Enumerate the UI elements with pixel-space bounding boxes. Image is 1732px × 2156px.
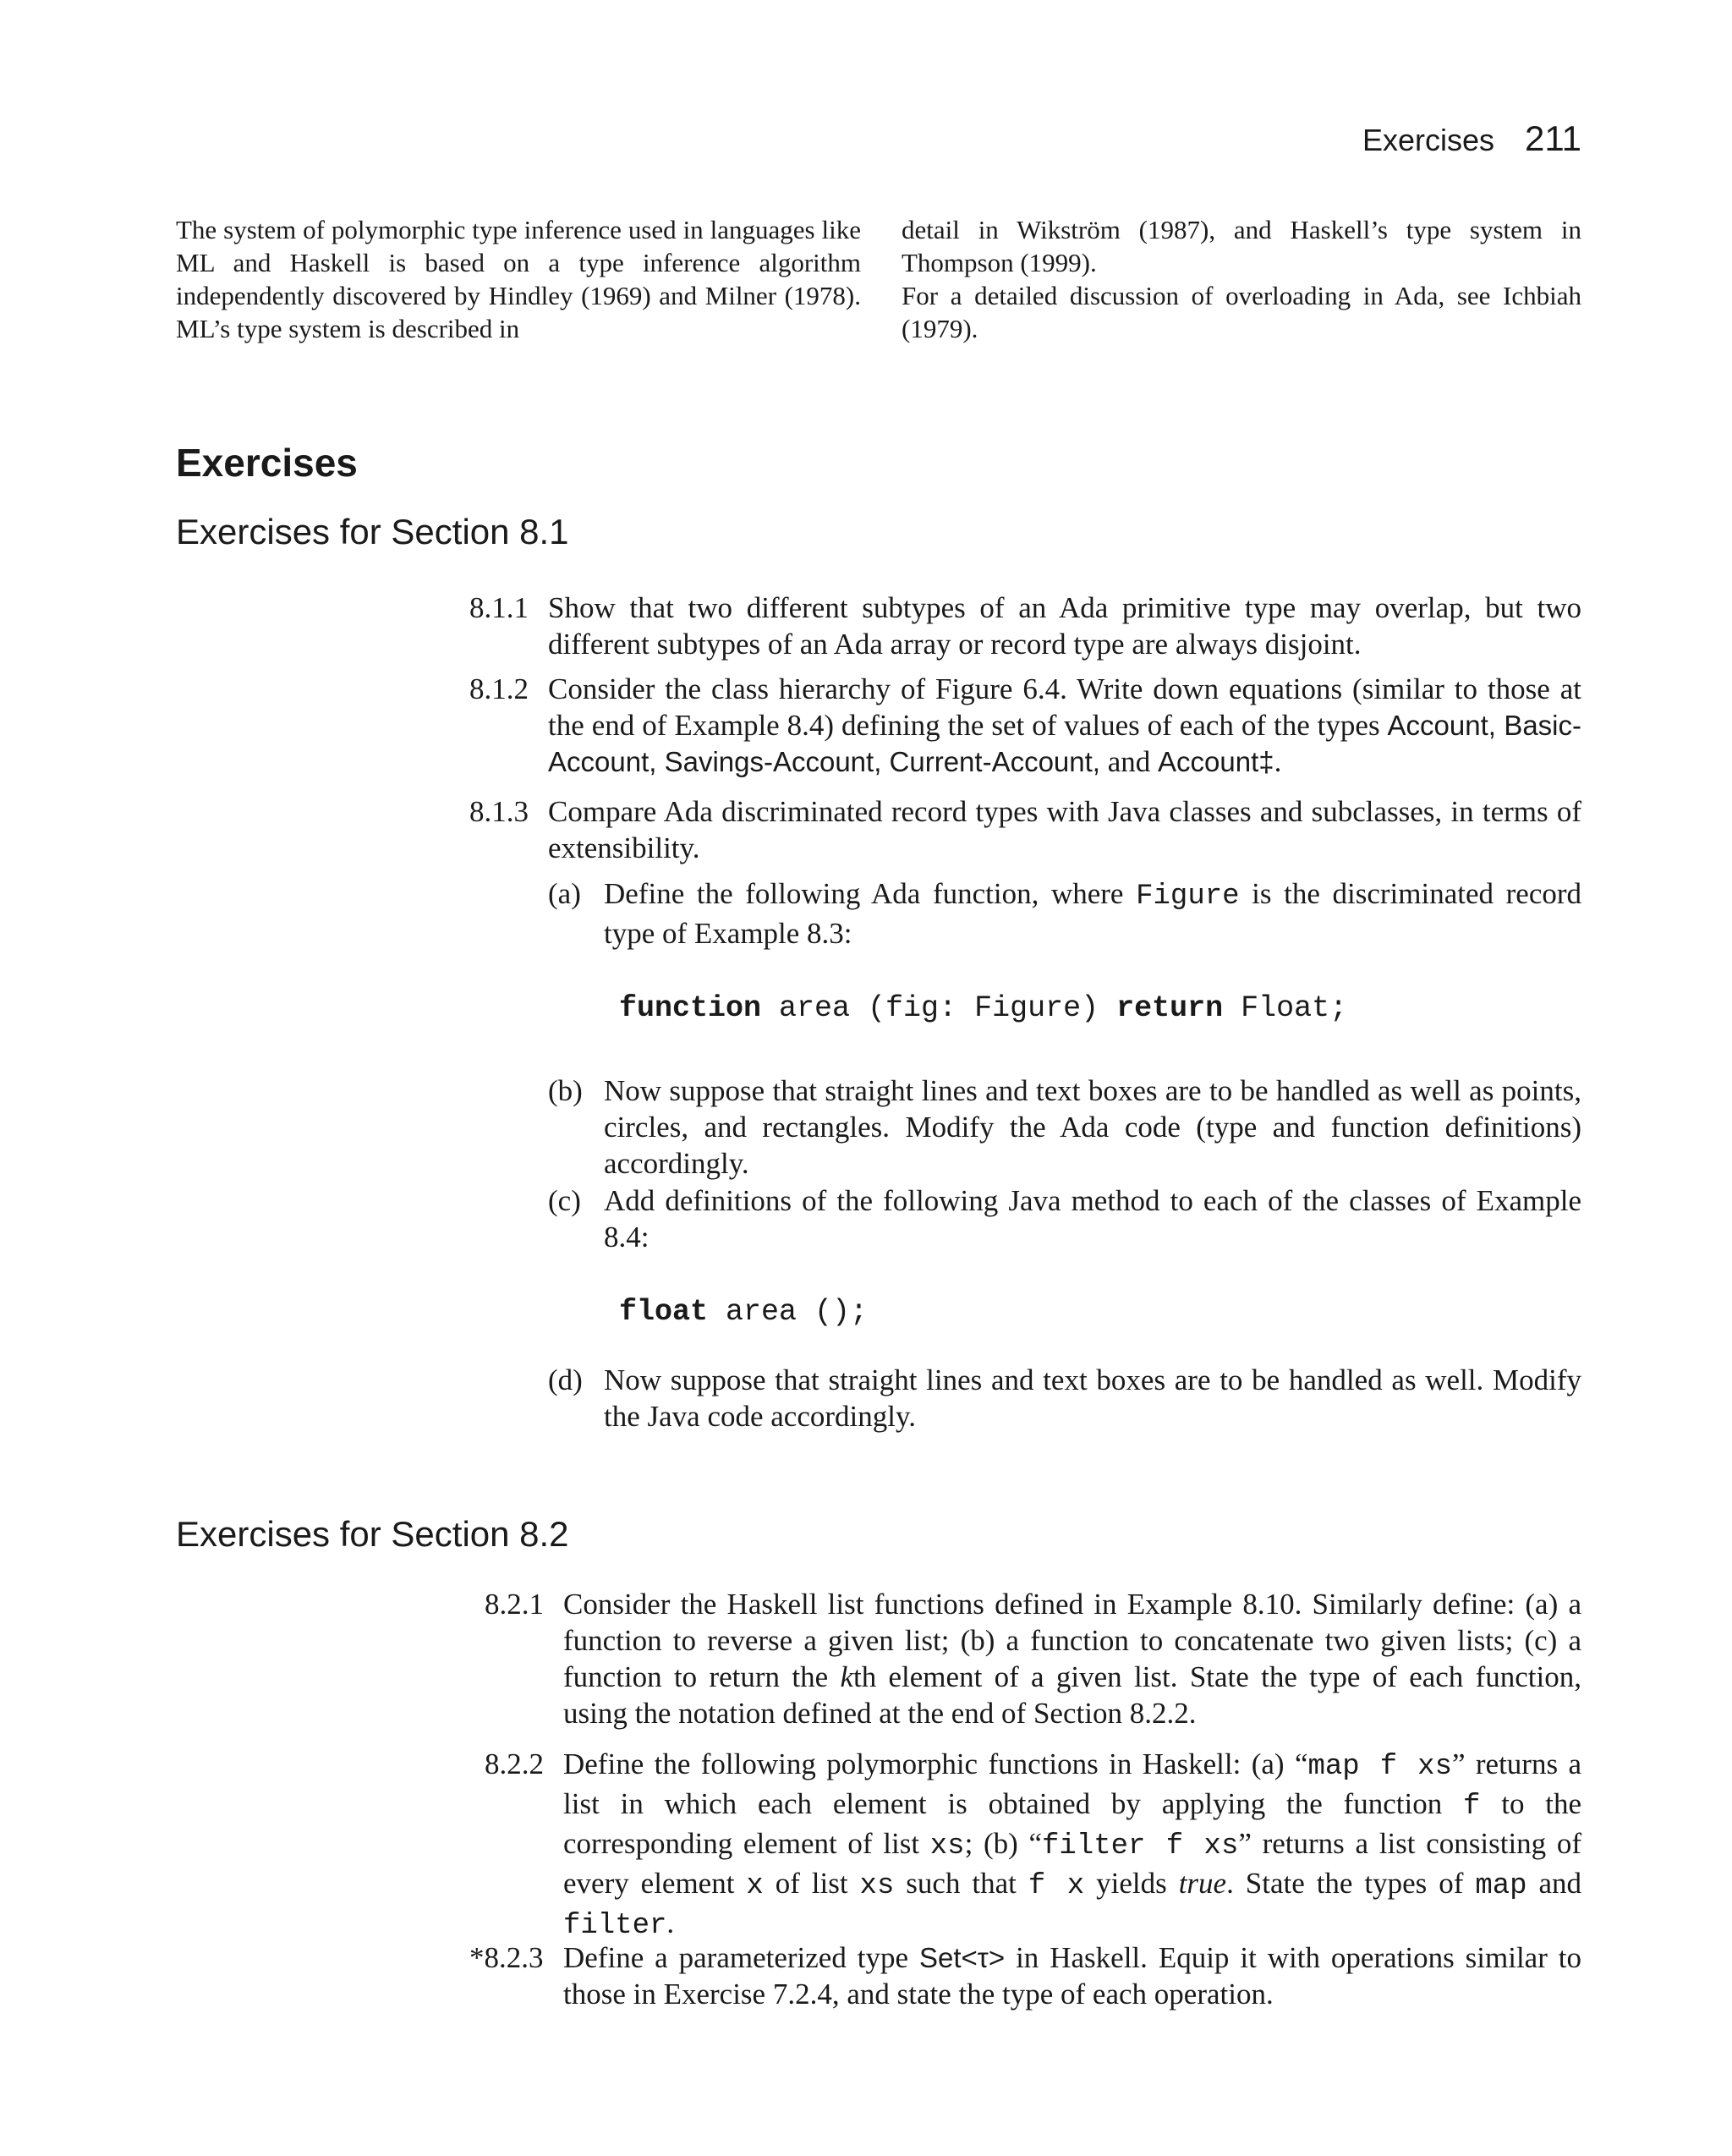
running-head <box>1099 118 1581 159</box>
type-names: Account, Basic-Account, Savings-Account, Current-Account, <box>548 710 1581 777</box>
page-number: 211 <box>1525 118 1581 158</box>
inline-code: x <box>746 1870 764 1902</box>
bibliography-paragraph: The system of polymorphic type inference used in languages like ML and Haskell is based on a type inference algorithm independently discovered by Hindley (1969) and Milner (1978). ML’s type system is described in <box>176 215 861 343</box>
exercise-text: Compare Ada discriminated record types with Java classes and subclasses, in terms of extensibility. <box>548 795 1581 864</box>
keyword: function <box>619 991 762 1025</box>
exercise-text: Define a parameterized type <box>563 1941 909 1974</box>
code-text: area (fig: Figure) <box>761 991 1117 1025</box>
exercise-text: and <box>1538 1867 1582 1900</box>
inline-code: map <box>1475 1870 1527 1902</box>
subpart-text: Now suppose that straight lines and text boxes are to be handled as well. Modify the Java code accordingly. <box>604 1363 1581 1433</box>
inline-code: f x <box>1028 1870 1085 1902</box>
sentence-end: . <box>1274 745 1282 778</box>
inline-code: map f xs <box>1307 1751 1452 1783</box>
inline-code: xs <box>859 1870 895 1902</box>
subpart-label: (d) <box>548 1363 583 1396</box>
keyword: return <box>1116 991 1224 1025</box>
exercise-8-1-2 <box>469 671 1581 780</box>
subpart-text: Add definitions of the following Java method to each of the classes of Example 8.4: <box>604 1184 1581 1254</box>
bibliography-paragraph: detail in Wikström (1987), and Haskell’s type system in Thompson (1999). <box>902 215 1581 277</box>
exercise-number: 8.2.2 <box>485 1747 544 1780</box>
inline-code: f <box>1463 1791 1481 1823</box>
inline-code: Figure <box>1136 881 1240 913</box>
exercise-8-2-2 <box>485 1746 1582 1945</box>
exercise-text: ” returns a list consisting of every element <box>563 1827 1582 1900</box>
subpart-text: Now suppose that straight lines and text boxes are to be handled as well as points, circles, and rectangles. Modify the Ada code (type and function definitions) accordingly. <box>604 1074 1581 1180</box>
subpart-b <box>548 1073 1581 1182</box>
exercise-text: Define the following polymorphic functions in Haskell: (a) “ <box>563 1747 1308 1780</box>
conjunction: and <box>1107 745 1151 778</box>
subpart-label: (b) <box>548 1074 583 1107</box>
exercise-text: yields <box>1096 1867 1167 1900</box>
subpart-a <box>548 875 1582 952</box>
exercise-number: 8.1.1 <box>469 591 529 624</box>
subpart-label: (a) <box>548 877 581 910</box>
exercise-text: of list <box>775 1867 848 1900</box>
bibliography-paragraph: For a detailed discussion of overloading in Ada, see Ichbiah (1979). <box>902 281 1581 343</box>
exercises-heading: Exercises <box>176 441 358 485</box>
bibliography-right-column <box>902 213 1581 345</box>
exercise-number: 8.1.3 <box>469 795 529 828</box>
exercise-text: in Haskell. Equip it with operations similar to those in Exercise 7.2.4, and state the type of each operation. <box>563 1941 1582 2011</box>
inline-code: filter f xs <box>1042 1830 1239 1862</box>
code-text: Float; <box>1223 991 1348 1025</box>
section-heading: Exercises for Section 8.2 <box>176 1514 569 1554</box>
math-variable: k <box>840 1660 853 1693</box>
exercise-text: to the corresponding element of list <box>563 1787 1582 1860</box>
code-listing <box>619 990 1347 1027</box>
exercise-text: . State the types of <box>1226 1867 1464 1900</box>
exercise-number: 8.2.1 <box>485 1588 544 1621</box>
subpart-text: Define the following Ada function, where <box>604 877 1124 910</box>
exercise-text: such that <box>906 1867 1017 1900</box>
exercise-text: Consider the class hierarchy of Figure 6.4. Write down equations (similar to those at the end of Example 8.4) defining the set of values of each of the types <box>548 672 1581 742</box>
keyword: float <box>619 1295 709 1329</box>
exercise-number: 8.1.2 <box>469 672 529 705</box>
exercise-text: ; (b) “ <box>964 1827 1043 1860</box>
subpart-text: is the discriminated record type of Example 8.3: <box>604 877 1582 950</box>
exercise-text: . <box>666 1906 675 1939</box>
code-text: area (); <box>708 1295 869 1329</box>
code-listing <box>619 1294 868 1330</box>
inline-code: xs <box>929 1830 965 1862</box>
type-name: Account‡ <box>1158 746 1274 777</box>
bibliography-left-column <box>176 213 861 345</box>
exercise-8-2-3 <box>469 1939 1582 2012</box>
emphasis: true <box>1178 1867 1227 1900</box>
type-name: Set<τ> <box>918 1942 1006 1973</box>
exercise-8-2-1 <box>485 1586 1582 1731</box>
exercise-text: ” returns a list in which each element is obtained by applying the function <box>563 1747 1581 1820</box>
exercise-8-1-3 <box>469 793 1582 1433</box>
section-heading: Exercises for Section 8.1 <box>176 512 569 551</box>
inline-code: filter <box>563 1910 667 1942</box>
subpart-c <box>548 1182 1581 1255</box>
exercise-number: *8.2.3 <box>469 1941 544 1974</box>
subpart-d <box>548 1362 1581 1435</box>
exercise-text: Show that two different subtypes of an Ada primitive type may overlap, but two different subtypes of an Ada array or record type are always disjoint. <box>548 591 1581 661</box>
exercise-text: Consider the Haskell list functions defined in Example 8.10. Similarly define: (a) a function to reverse a given list; (b) a function to concatenate two given lists; (c) a function to return the <box>563 1588 1581 1693</box>
exercise-text: th element of a given list. State the type of each function, using the notation defined at the end of Section 8.2.2. <box>563 1660 1582 1730</box>
subpart-label: (c) <box>548 1184 581 1217</box>
running-head-title: Exercises <box>1362 123 1495 157</box>
exercise-8-1-1 <box>469 590 1581 662</box>
